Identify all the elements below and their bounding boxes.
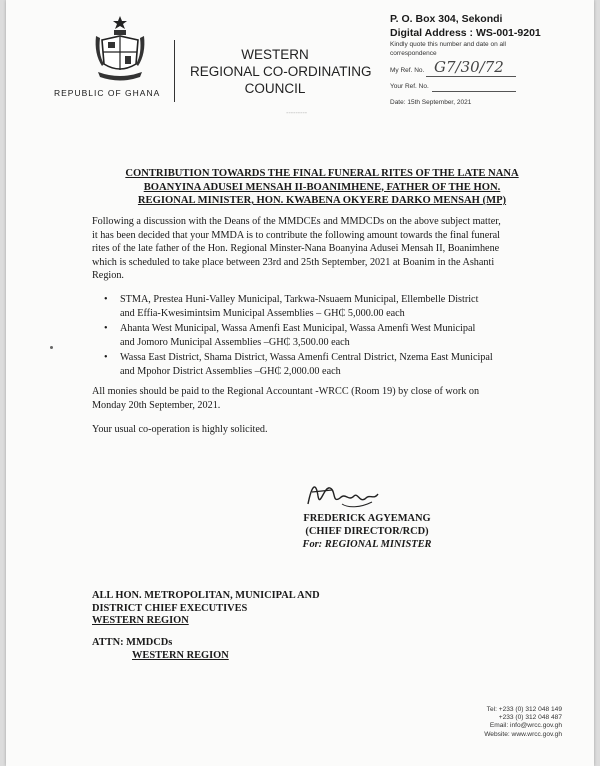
list-item <box>102 322 532 349</box>
subject-heading <box>102 167 542 208</box>
your-ref-label: Your Ref. No. <box>390 83 429 90</box>
subject-line: REGIONAL MINISTER, HON. KWABENA OKYERE DARKO MENSAH (MP) <box>137 195 507 206</box>
contact-tel: +233 (0) 312 048 487 <box>498 714 562 722</box>
contact-tel: Tel: +233 (0) 312 048 149 <box>486 706 562 713</box>
your-ref-line <box>432 91 516 92</box>
council-line: REGIONAL CO-ORDINATING <box>190 64 372 79</box>
intro-line: rites of the late father of the Hon. Regional Minster-Nana Boanyina Adusei Mensah II, Boanimhene <box>92 243 500 254</box>
attn-label: ATTN: MMDCDs <box>92 637 173 648</box>
my-ref-row <box>390 58 590 80</box>
council-name <box>190 46 372 97</box>
quote-note: correspondence <box>390 50 437 57</box>
attention-block <box>92 636 229 662</box>
contact-website: Website: www.wrcc.gov.gh <box>484 730 562 738</box>
signer-title: (CHIEF DIRECTOR/RCD) <box>305 526 429 537</box>
quote-note: Kindly quote this number and date on all <box>390 41 506 48</box>
contribution-list <box>102 293 532 380</box>
my-ref-label: My Ref. No. <box>390 67 425 74</box>
letter-page <box>6 0 594 766</box>
closing-line: Your usual co-operation is highly solicited. <box>92 424 268 435</box>
signer-for: For: REGIONAL MINISTER <box>302 539 432 550</box>
bullet-icon: • <box>104 294 108 305</box>
list-item-line: and Mpohor District Assemblies –GH₵ 2,000.00 each <box>120 365 341 377</box>
intro-line: Region. <box>92 270 124 281</box>
recipient-region: WESTERN REGION <box>92 615 189 626</box>
list-item-line: and Effia-Kwesimintsim Municipal Assemblies – GH₵ 5,000.00 each <box>120 307 405 319</box>
your-ref-row <box>390 80 590 94</box>
subject-line: CONTRIBUTION TOWARDS THE FINAL FUNERAL RITES OF THE LATE NANA <box>125 168 519 179</box>
po-box: P. O. Box 304, Sekondi <box>390 13 503 25</box>
list-item <box>102 293 532 320</box>
my-ref-line <box>426 76 516 77</box>
subject-line: BOANYINA ADUSEI MENSAH II-BOANIMHENE, FATHER OF THE HON. <box>143 181 501 193</box>
intro-line: it has been decided that your MMDA is to contribute the following amount towards the final funeral <box>92 229 500 241</box>
letterhead-divider <box>174 40 175 102</box>
list-item <box>102 351 532 378</box>
bullet-icon: • <box>104 352 108 363</box>
intro-line: Following a discussion with the Deans of the MMDCEs and MMDCDs on the above subject matter, <box>92 216 501 227</box>
faint-mark: --------- <box>286 110 307 117</box>
payment-line: Monday 20th September, 2021. <box>92 399 221 411</box>
digital-address: Digital Address : WS-001-9201 <box>390 27 541 39</box>
crest-caption: REPUBLIC OF GHANA <box>54 88 161 98</box>
signer-name: FREDERICK AGYEMANG <box>303 513 431 524</box>
recipient-line: DISTRICT CHIEF EXECUTIVES <box>92 602 248 614</box>
signature-icon <box>302 478 382 512</box>
recipient-line: ALL HON. METROPOLITAN, MUNICIPAL AND <box>92 590 320 601</box>
payment-paragraph <box>92 385 536 412</box>
council-line: COUNCIL <box>244 81 306 96</box>
my-ref-value: G7/30/72 <box>434 58 504 76</box>
signature-block <box>292 512 442 551</box>
coat-of-arms-icon <box>94 14 146 86</box>
contact-block <box>454 706 562 739</box>
list-item-line: and Jomoro Municipal Assemblies –GH₵ 3,500.00 each <box>120 336 350 348</box>
scan-speck <box>50 346 53 349</box>
list-item-line: Ahanta West Municipal, Wassa Amenfi East Municipal, Wassa Amenfi West Municipal <box>120 323 476 334</box>
intro-paragraph <box>92 215 536 283</box>
council-line: WESTERN <box>241 47 309 62</box>
payment-line: All monies should be paid to the Regional Accountant -WRCC (Room 19) by close of work on <box>92 386 480 397</box>
list-item-line: Wassa East District, Shama District, Wassa Amenfi Central District, Nzema East Municipal <box>120 352 493 363</box>
contact-email: Email: info@wrcc.gov.gh <box>489 722 562 730</box>
intro-line: which is scheduled to take place between 23rd and 25th September, 2021 at Boanim in the Ashanti <box>92 256 495 268</box>
bullet-icon: • <box>104 323 108 334</box>
address-block <box>390 12 590 107</box>
recipient-block <box>92 590 320 628</box>
list-item-line: STMA, Prestea Huni-Valley Municipal, Tarkwa-Nsuaem Municipal, Ellembelle District <box>120 294 479 305</box>
letter-date: Date: 15th September, 2021 <box>390 99 472 106</box>
attn-region: WESTERN REGION <box>132 650 229 661</box>
